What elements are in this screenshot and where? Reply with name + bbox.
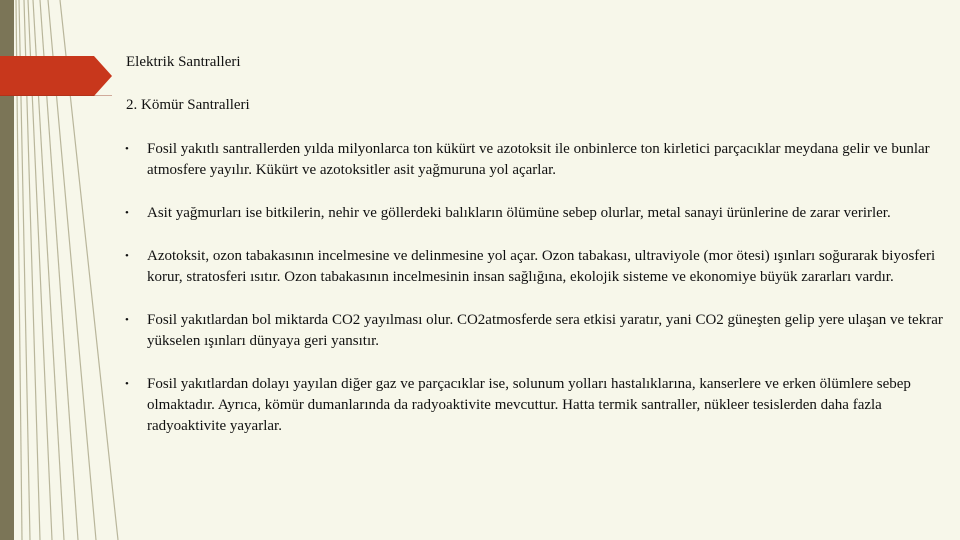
bullet-marker: • [125,314,129,326]
slide-title: Elektrik Santralleri [126,54,241,70]
bullet-text: Fosil yakıtlardan bol miktarda CO2 yayılması olur. CO2atmosferde sera etkisi yaratır, yani CO2 güneşten gelip yere ulaşan ve tekrar yükselen ışınları dünyaya geri yansıtır. [147,312,943,349]
bullet-marker: • [125,378,129,390]
bullet-text: Azotoksit, ozon tabakasının incelmesine ve delinmesine yol açar. Ozon tabakası, ultraviyole (mor ötesi) ışınları soğurarak biyosferi korur, stratosferi ısıtır. Ozon tabakasının incelmesinin insan sağlığına, ekolojik sisteme ve ekonomiye büyük zararları vardır. [147,248,936,285]
title-accent-tab [0,56,112,96]
bullet-text: Fosil yakıtlı santrallerden yılda milyonlarca ton kükürt ve azotoksit ile onbinlerce ton kirletici parçacıklar meydana gelir ve bunlar atmosfere yayılır. Kükürt ve azotoksitler asit yağmuruna yol açarlar. [147,141,930,178]
bullet-text: Fosil yakıtlardan dolayı yayılan diğer gaz ve parçacıklar ise, solunum yolları hastalıklarına, kanserlere ve erken ölümlere sebep olmaktadır. Ayrıca, kömür dumanlarında da radyoaktivite mevcuttur. Hatta termik santraller, nükleer tesislerden daha fazla radyoaktivite yayarlar. [147,376,911,434]
list-item [121,374,951,437]
list-item [121,310,951,352]
list-item [121,203,951,224]
list-item [121,139,951,181]
bullet-marker: • [125,250,129,262]
bullet-marker: • [125,143,129,155]
slide-subtitle: 2. Kömür Santralleri [126,97,250,113]
bullet-text: Asit yağmurları ise bitkilerin, nehir ve göllerdeki balıkların ölümüne sebep olurlar, metal sanayi ürünlerine de zarar verirler. [147,205,891,221]
bullet-list [121,139,951,459]
list-item [121,246,951,288]
bullet-marker: • [125,207,129,219]
